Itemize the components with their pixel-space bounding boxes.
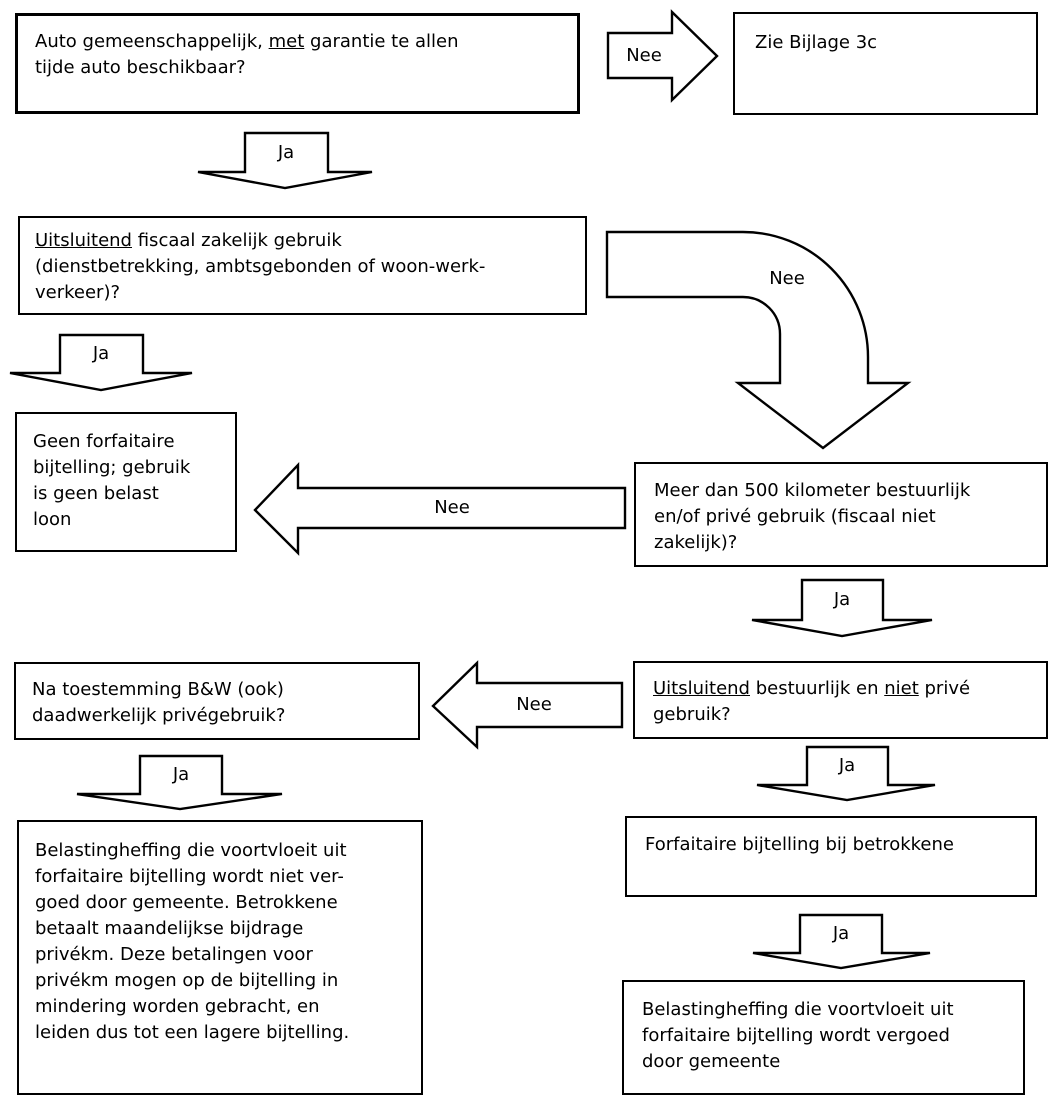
- box-q-uitsluitend-bestuurlijk: Uitsluitend bestuurlijk en niet privé gebruik?: [633, 661, 1048, 739]
- nee-label-geen: Nee: [434, 497, 470, 518]
- ja-label-1: Ja: [277, 142, 295, 163]
- ja-label-3: Ja: [833, 589, 851, 610]
- box-q-uitsluitend-fiscaal-zakelijk: Uitsluitend fiscaal zakelijk gebruik (dienstbetrekking, ambtsgebonden of woon-werk- verkeer)?: [18, 216, 587, 315]
- box-geen-forfaitaire-bijtelling: Geen forfaitaire bijtelling; gebruik is geen belast loon: [15, 412, 237, 552]
- nee-curved-arrow: [607, 232, 908, 448]
- nee-label-toestemming: Nee: [516, 694, 552, 715]
- box-q-auto-gemeenschappelijk: Auto gemeenschappelijk, met garantie te allen tijde auto beschikbaar?: [15, 13, 580, 114]
- ja-label-5: Ja: [838, 755, 856, 776]
- box-belastingheffing-vergoed: Belastingheffing die voortvloeit uit forfaitaire bijtelling wordt vergoed door gemeente: [622, 980, 1025, 1095]
- box-q-meer-dan-500-km: Meer dan 500 kilometer bestuurlijk en/of privé gebruik (fiscaal niet zakelijk)?: [634, 462, 1048, 567]
- box-q-na-toestemming-bw: Na toestemming B&W (ook) daadwerkelijk privégebruik?: [14, 662, 420, 740]
- box-forfaitaire-bijtelling-betrokkene: Forfaitaire bijtelling bij betrokkene: [625, 816, 1037, 897]
- nee-label-bijlage: Nee: [626, 45, 662, 66]
- box-zie-bijlage-3c: Zie Bijlage 3c: [733, 12, 1038, 115]
- ja-label-4: Ja: [172, 764, 190, 785]
- ja-label-6: Ja: [832, 923, 850, 944]
- nee-right-arrow: [608, 12, 717, 100]
- nee-label-curved: Nee: [769, 268, 805, 289]
- ja-label-2: Ja: [92, 343, 110, 364]
- box-belastingheffing-niet-vergoed: Belastingheffing die voortvloeit uit forfaitaire bijtelling wordt niet ver- goed door gemeente. Betrokkene betaalt maandelijkse bijdrage privékm. Deze betalingen voor privékm mogen op de bijtelling in mindering worden gebracht, en leiden dus tot een lagere bijtelling.: [17, 820, 423, 1095]
